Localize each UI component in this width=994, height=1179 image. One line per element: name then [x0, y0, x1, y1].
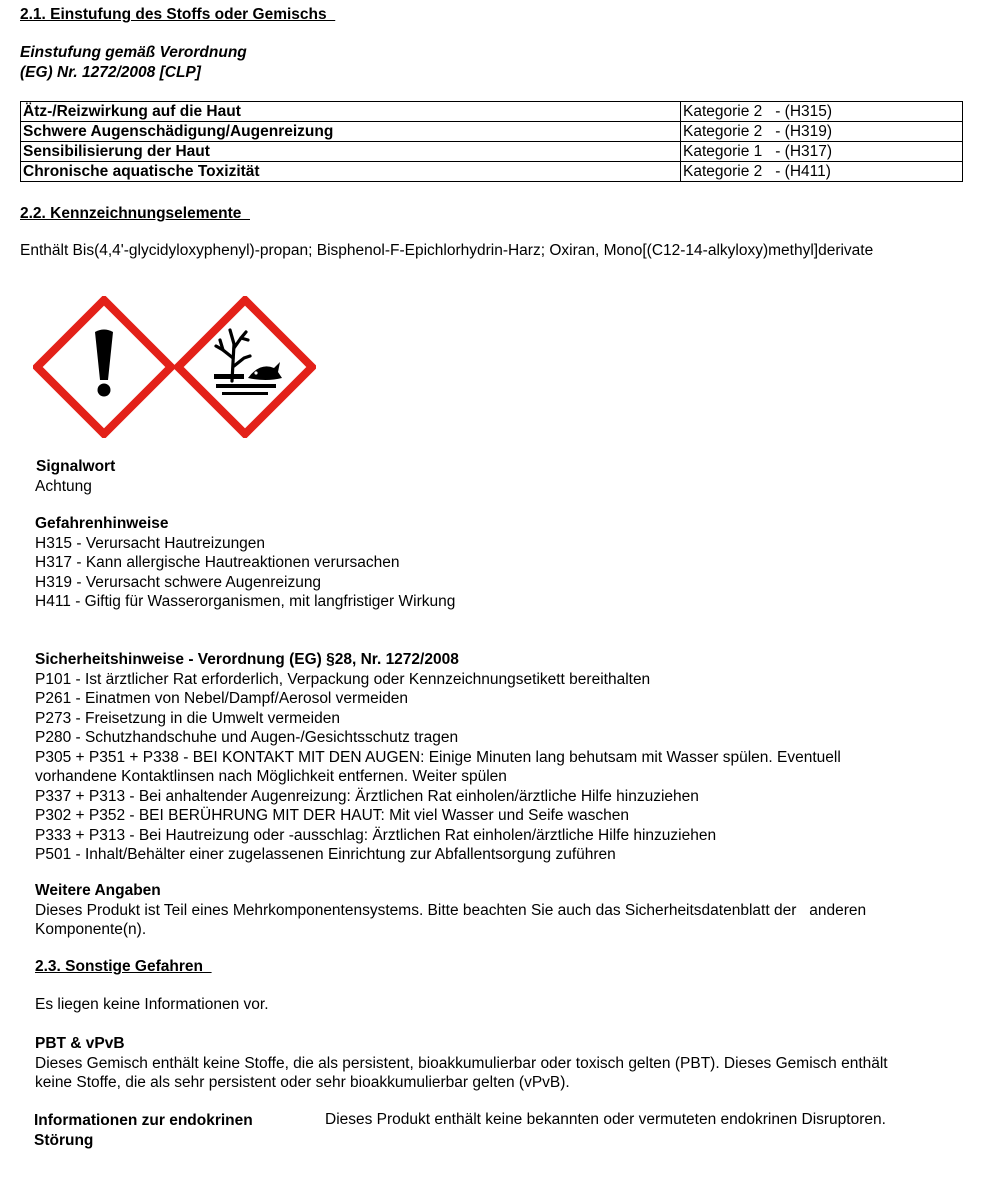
table-row — [21, 102, 963, 122]
list-item: P273 - Freisetzung in die Umwelt vermeiden — [35, 709, 340, 727]
signalwort-block — [36, 457, 115, 496]
table-row — [21, 122, 963, 142]
list-item: H411 - Giftig für Wasserorganismen, mit langfristiger Wirkung — [35, 593, 456, 610]
hazard-category-cell: Kategorie 2 - (H315) — [681, 102, 963, 122]
contains-text: Enthält Bis(4,4'-glycidyloxyphenyl)-propan; Bisphenol-F-Epichlorhydrin-Harz; Oxiran, Mono[(C12-14-alkyloxy)methyl]derivate — [20, 242, 874, 259]
list-item: P302 + P352 - BEI BERÜHRUNG MIT DER HAUT: Mit viel Wasser und Seife waschen — [35, 807, 629, 824]
list-item: H315 - Verursacht Hautreizungen — [35, 534, 266, 552]
hazard-class-cell: Sensibilisierung der Haut — [21, 142, 681, 162]
pbt-text-line1: Dieses Gemisch enthält keine Stoffe, die als persistent, bioakkumulierbar oder toxisch gelten (PBT). Dieses Gemisch enthält — [35, 1054, 888, 1072]
sicherheitshinweise-block — [35, 650, 841, 865]
hazard-category-cell: Kategorie 2 - (H411) — [681, 162, 963, 182]
pbt-text-line2: keine Stoffe, die als sehr persistent oder sehr bioakkumulierbar gelten (vPvB). — [35, 1074, 570, 1091]
hazard-category-cell: Kategorie 1 - (H317) — [681, 142, 963, 162]
list-item: vorhandene Kontaktlinsen nach Möglichkeit entfernen. Weiter spülen — [35, 768, 507, 785]
weitere-angaben-text-line2: Komponente(n). — [35, 921, 147, 938]
list-item: P101 - Ist ärztlicher Rat erforderlich, Verpackung oder Kennzeichnungsetikett bereithalten — [35, 670, 651, 688]
einstufung-title — [20, 43, 247, 83]
list-item: P261 - Einatmen von Nebel/Dampf/Aerosol vermeiden — [35, 690, 409, 707]
endokrin-label-line2: Störung — [34, 1131, 94, 1149]
section-2-2-heading: 2.2. Kennzeichnungselemente — [20, 205, 250, 222]
pbt-label: PBT & vPvB — [35, 1035, 125, 1052]
einstufung-title-line2: (EG) Nr. 1272/2008 [CLP] — [20, 64, 201, 81]
endokrin-label-line1: Informationen zur endokrinen — [34, 1112, 253, 1129]
weitere-angaben-text-line1: Dieses Produkt ist Teil eines Mehrkomponentensystems. Bitte beachten Sie auch das Sicherheitsdatenblatt der anderen — [35, 901, 867, 919]
pbt-block — [35, 1034, 888, 1093]
list-item: P280 - Schutzhandschuhe und Augen-/Gesichtsschutz tragen — [35, 729, 459, 746]
sicherheitshinweise-label: Sicherheitshinweise - Verordnung (EG) §28, Nr. 1272/2008 — [35, 651, 459, 668]
exclamation-mark-pictogram — [33, 296, 175, 438]
list-item: H317 - Kann allergische Hautreaktionen verursachen — [35, 554, 400, 571]
endokrin-label — [34, 1111, 253, 1150]
table-row — [21, 142, 963, 162]
signalwort-label: Signalwort — [36, 458, 116, 475]
list-item: P501 - Inhalt/Behälter einer zugelassenen Einrichtung zur Abfallentsorgung zuführen — [35, 846, 616, 863]
list-item: P333 + P313 - Bei Hautreizung oder -ausschlag: Ärztlichen Rat einholen/ärztliche Hilfe hinzuziehen — [35, 826, 717, 844]
hazard-class-cell: Schwere Augenschädigung/Augenreizung — [21, 122, 681, 142]
endokrin-value: Dieses Produkt enthält keine bekannten oder vermuteten endokrinen Disruptoren. — [325, 1111, 886, 1128]
environment-pictogram — [174, 296, 316, 438]
weitere-angaben-block — [35, 881, 866, 940]
einstufung-title-line1: Einstufung gemäß Verordnung — [20, 44, 247, 61]
weitere-angaben-label: Weitere Angaben — [35, 882, 161, 899]
list-item: P337 + P313 - Bei anhaltender Augenreizung: Ärztlichen Rat einholen/ärztliche Hilfe hinzuziehen — [35, 787, 699, 805]
classification-table — [20, 101, 963, 182]
section-2-1-heading: 2.1. Einstufung des Stoffs oder Gemischs — [20, 6, 336, 23]
table-row — [21, 162, 963, 182]
gefahrenhinweise-block — [35, 514, 455, 612]
section-2-3-heading: 2.3. Sonstige Gefahren — [35, 958, 212, 975]
list-item: H319 - Verursacht schwere Augenreizung — [35, 573, 322, 591]
hazard-category-cell: Kategorie 2 - (H319) — [681, 122, 963, 142]
list-item: P305 + P351 + P338 - BEI KONTAKT MIT DEN AUGEN: Einige Minuten lang behutsam mit Wasser spülen. Eventuell — [35, 748, 841, 766]
gefahrenhinweise-label: Gefahrenhinweise — [35, 515, 169, 532]
hazard-class-cell: Ätz-/Reizwirkung auf die Haut — [21, 102, 681, 122]
hazard-class-cell: Chronische aquatische Toxizität — [21, 162, 681, 182]
signalwort-value: Achtung — [35, 477, 92, 495]
sonstige-gefahren-text: Es liegen keine Informationen vor. — [35, 996, 269, 1013]
